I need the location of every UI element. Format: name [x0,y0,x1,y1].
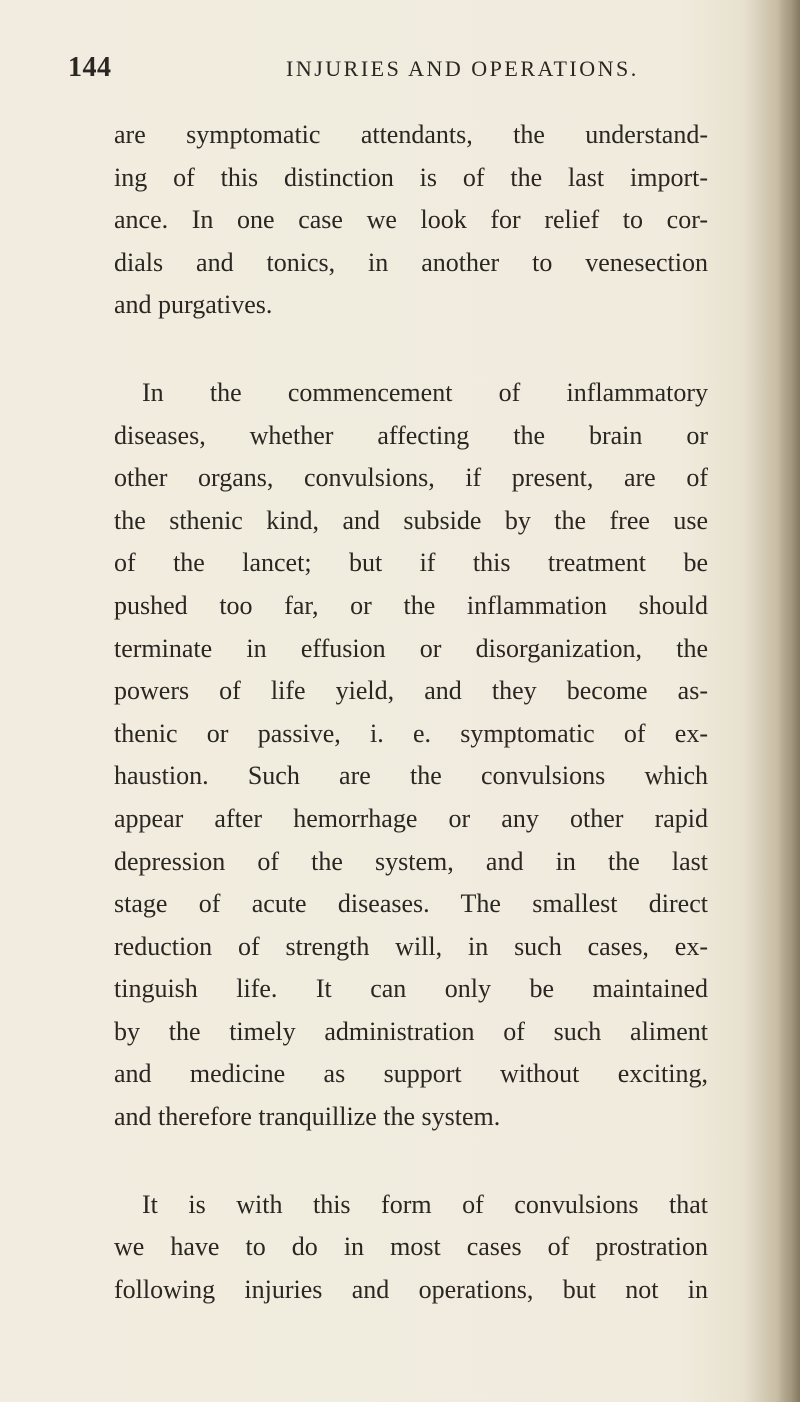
running-head: INJURIES AND OPERATIONS. [286,56,639,81]
text-line: stage of acute diseases. The smallest direct [114,889,708,919]
text-line: the sthenic kind, and subside by the free use [114,505,708,535]
page-header [68,52,708,92]
text-line: by the timely administration of such aliment [114,1016,708,1046]
page-edge-shadow [778,0,800,1402]
text-line: dials and tonics, in another to venesection [114,247,708,277]
paragraph-2 [114,372,708,1139]
text-line: reduction of strength will, in such cases, ex- [114,931,708,961]
text-line: are symptomatic attendants, the understand- [114,120,708,149]
text-line: terminate in effusion or disorganization, the [114,633,708,663]
text-line: powers of life yield, and they become as- [114,676,708,706]
text-line: diseases, whether affecting the brain or [114,420,708,450]
text-line: tinguish life. It can only be maintained [114,974,708,1004]
paragraph-3 [114,1184,708,1312]
text-line: pushed too far, or the inflammation should [114,590,708,620]
text-line: haustion. Such are the convulsions which [114,761,708,791]
text-line: and purgatives. [114,290,273,320]
text-line: following injuries and operations, but not in [114,1274,708,1304]
text-line: depression of the system, and in the last [114,846,708,876]
page-number: 144 [68,52,112,83]
text-line: appear after hemorrhage or any other rapid [114,803,708,833]
text-line: ing of this distinction is of the last import- [114,162,708,192]
text-line: In the commencement of inflammatory [142,377,708,407]
body-text [114,114,708,1311]
text-line: other organs, convulsions, if present, are of [114,463,708,493]
text-line: ance. In one case we look for relief to cor- [114,205,708,235]
text-line: and medicine as support without exciting, [114,1059,708,1089]
text-line: and therefore tranquillize the system. [114,1102,501,1132]
text-line: of the lancet; but if this treatment be [114,548,708,578]
text-line: It is with this form of convulsions that [142,1189,708,1219]
text-line: we have to do in most cases of prostration [114,1232,708,1262]
paragraph-1 [114,114,708,327]
text-line: thenic or passive, i. e. symptomatic of ex- [114,718,708,748]
